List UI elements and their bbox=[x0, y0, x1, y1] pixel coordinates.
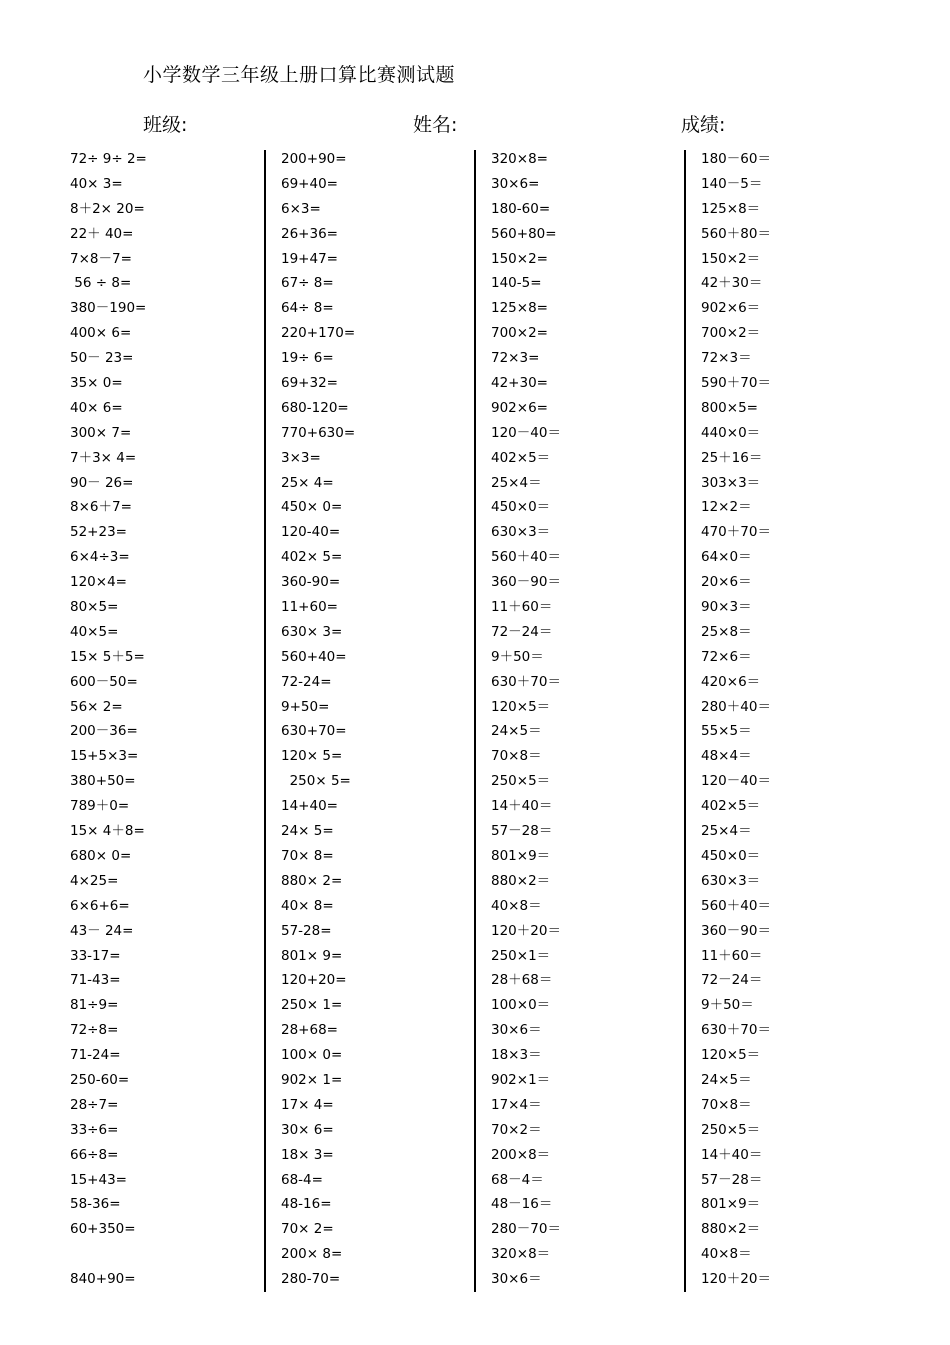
problem-item: 70×8＝ bbox=[701, 1096, 752, 1113]
problem-item: 57-28= bbox=[281, 922, 332, 939]
problem-item: 25× 4= bbox=[281, 474, 334, 491]
problem-item: 6×3= bbox=[281, 200, 321, 217]
problem-item: 450×0＝ bbox=[491, 499, 551, 516]
problem-item: 68-4= bbox=[281, 1171, 323, 1188]
problem-item: 840+90= bbox=[70, 1271, 136, 1288]
problem-item: 70× 8= bbox=[281, 847, 334, 864]
problem-item: 200+90= bbox=[281, 151, 347, 167]
problem-item: 71-43= bbox=[70, 972, 121, 989]
problem-item: 72－24＝ bbox=[491, 623, 553, 640]
page-title: 小学数学三年级上册口算比赛测试题 bbox=[143, 64, 456, 86]
problem-item: 250× 5= bbox=[281, 773, 351, 790]
problem-item: 360-90= bbox=[281, 574, 341, 591]
problem-item: 180－60＝ bbox=[701, 151, 771, 167]
problem-item: 43－ 24= bbox=[70, 922, 134, 939]
problem-item: 380+50= bbox=[70, 773, 136, 790]
problem-item: 450×0＝ bbox=[701, 847, 761, 864]
problem-item: 11＋60＝ bbox=[701, 947, 763, 964]
problem-item: 120× 5= bbox=[281, 748, 343, 765]
problem-item: 150×2＝ bbox=[701, 250, 761, 267]
problem-item: 15+43= bbox=[70, 1171, 127, 1188]
problem-item: 120－40＝ bbox=[701, 773, 771, 790]
problem-item: 48－16＝ bbox=[491, 1196, 553, 1213]
problem-item: 320×8＝ bbox=[491, 1246, 551, 1263]
problem-item: 30×6＝ bbox=[491, 1022, 542, 1039]
problem-item: 300× 7= bbox=[70, 424, 132, 441]
problem-item: 11+60= bbox=[281, 599, 338, 616]
problem-item: 19+47= bbox=[281, 250, 338, 267]
problem-item: 40×8＝ bbox=[701, 1246, 752, 1263]
problem-item: 360－90＝ bbox=[491, 574, 561, 591]
problem-item: 700×2＝ bbox=[701, 325, 761, 342]
problem-item: 50－ 23= bbox=[70, 350, 134, 367]
problem-item: 30× 6= bbox=[281, 1121, 334, 1138]
problem-item: 18×3＝ bbox=[491, 1047, 542, 1064]
problem-item: 125×8＝ bbox=[701, 200, 761, 217]
problem-item: 200× 8= bbox=[281, 1246, 343, 1263]
problem-item: 7＋3× 4= bbox=[70, 449, 137, 466]
problem-item: 680-120= bbox=[281, 399, 349, 416]
problem-item: 250×1＝ bbox=[491, 947, 551, 964]
problem-item: 28÷7= bbox=[70, 1096, 119, 1113]
problem-item: 6×6+6= bbox=[70, 897, 130, 914]
problem-item: 303×3＝ bbox=[701, 474, 761, 491]
problem-item: 33÷6= bbox=[70, 1121, 119, 1138]
problem-item: 72×6＝ bbox=[701, 648, 752, 665]
problem-item: 250×5＝ bbox=[491, 773, 551, 790]
problem-item: 60+350= bbox=[70, 1221, 136, 1238]
problem-item: 24×5＝ bbox=[491, 723, 542, 740]
problem-item: 560＋40＝ bbox=[701, 897, 771, 914]
problem-item: 72×3= bbox=[491, 350, 540, 367]
problem-item: 7×8－7= bbox=[70, 250, 132, 267]
problem-item: 560＋40＝ bbox=[491, 549, 561, 566]
problem-item: 150×2= bbox=[491, 250, 548, 267]
problem-item: 17× 4= bbox=[281, 1096, 334, 1113]
problem-item: 420×6＝ bbox=[701, 673, 761, 690]
problem-item: 35× 0= bbox=[70, 375, 123, 392]
problem-item: 70× 2= bbox=[281, 1221, 334, 1238]
problem-item: 9＋50＝ bbox=[491, 648, 544, 665]
column-divider bbox=[474, 150, 476, 1292]
problem-item: 26+36= bbox=[281, 225, 338, 242]
problem-item: 69+40= bbox=[281, 175, 338, 192]
problem-item: 72－24＝ bbox=[701, 972, 763, 989]
problem-item: 14＋40＝ bbox=[491, 798, 553, 815]
problem-item: 58-36= bbox=[70, 1196, 121, 1213]
problem-item: 42＋30＝ bbox=[701, 275, 763, 292]
problem-item: 81÷9= bbox=[70, 997, 119, 1014]
problem-item: 100×0＝ bbox=[491, 997, 551, 1014]
problem-item: 120－40＝ bbox=[491, 424, 561, 441]
problem-item: 630+70= bbox=[281, 723, 347, 740]
problem-item: 55×5＝ bbox=[701, 723, 752, 740]
problem-item: 880×2＝ bbox=[491, 872, 551, 889]
problem-item: 402× 5= bbox=[281, 549, 343, 566]
problem-item: 120×5＝ bbox=[491, 698, 551, 715]
problem-item: 15+5×3= bbox=[70, 748, 139, 765]
problem-item: 320×8= bbox=[491, 151, 548, 167]
problem-item: 25×8＝ bbox=[701, 623, 752, 640]
problem-item: 40× 8= bbox=[281, 897, 334, 914]
problem-item: 140-5= bbox=[491, 275, 542, 292]
problem-item: 560＋80＝ bbox=[701, 225, 771, 242]
problem-item: 52+23= bbox=[70, 524, 127, 541]
problem-item: 19÷ 6= bbox=[281, 350, 334, 367]
problem-item: 200－36= bbox=[70, 723, 138, 740]
problem-item: 380－190= bbox=[70, 300, 147, 317]
problem-item: 80×5= bbox=[70, 599, 119, 616]
problem-item: 680× 0= bbox=[70, 847, 132, 864]
problem-item: 4×25= bbox=[70, 872, 119, 889]
problem-item: 125×8= bbox=[491, 300, 548, 317]
problem-item: 72÷ 9÷ 2= bbox=[70, 151, 147, 167]
problem-item: 3×3= bbox=[281, 449, 321, 466]
problem-item: 402×5＝ bbox=[491, 449, 551, 466]
problem-item: 72×3＝ bbox=[701, 350, 752, 367]
score-label: 成绩: bbox=[681, 114, 726, 136]
problem-column-4 bbox=[701, 147, 771, 1292]
problem-item: 440×0＝ bbox=[701, 424, 761, 441]
problem-item: 25×4＝ bbox=[491, 474, 542, 491]
problem-item: 30×6＝ bbox=[491, 1271, 542, 1288]
problem-item: 90×3＝ bbox=[701, 599, 752, 616]
problem-item: 360－90＝ bbox=[701, 922, 771, 939]
problem-item: 100× 0= bbox=[281, 1047, 343, 1064]
problem-item: 22＋ 40= bbox=[70, 225, 134, 242]
problem-item: 12×2＝ bbox=[701, 499, 752, 516]
problem-item: 250-60= bbox=[70, 1071, 130, 1088]
problem-item: 120×4= bbox=[70, 574, 127, 591]
problem-item: 250× 1= bbox=[281, 997, 343, 1014]
problem-item: 560+40= bbox=[281, 648, 347, 665]
problem-item: 14＋40＝ bbox=[701, 1146, 763, 1163]
problem-item: 72-24= bbox=[281, 673, 332, 690]
problem-item: 560+80= bbox=[491, 225, 557, 242]
problem-item: 48-16= bbox=[281, 1196, 332, 1213]
problem-item: 400× 6= bbox=[70, 325, 132, 342]
problem-item: 28+68= bbox=[281, 1022, 338, 1039]
name-label: 姓名: bbox=[413, 114, 458, 136]
problem-item: 11＋60＝ bbox=[491, 599, 553, 616]
problem-item: 40× 6= bbox=[70, 399, 123, 416]
problem-item: 70×8＝ bbox=[491, 748, 542, 765]
problem-item: 200×8＝ bbox=[491, 1146, 551, 1163]
problem-item: 590＋70＝ bbox=[701, 375, 771, 392]
problem-item: 56 ÷ 8= bbox=[70, 275, 132, 292]
problem-item: 40×8＝ bbox=[491, 897, 542, 914]
problem-item: 40× 3= bbox=[70, 175, 123, 192]
problem-item: 70×2＝ bbox=[491, 1121, 542, 1138]
problem-item: 789＋0= bbox=[70, 798, 130, 815]
problem-item: 880×2＝ bbox=[701, 1221, 761, 1238]
problem-item: 630＋70＝ bbox=[701, 1022, 771, 1039]
problem-item: 250×5＝ bbox=[701, 1121, 761, 1138]
problem-item: 120＋20＝ bbox=[701, 1271, 771, 1288]
problem-item: 30×6= bbox=[491, 175, 540, 192]
problem-item: 630× 3= bbox=[281, 623, 343, 640]
problem-item: 402×5＝ bbox=[701, 798, 761, 815]
problem-item: 120×5＝ bbox=[701, 1047, 761, 1064]
problem-column-1 bbox=[70, 147, 147, 1292]
problem-item: 24×5＝ bbox=[701, 1071, 752, 1088]
problem-item: 6×4÷3= bbox=[70, 549, 130, 566]
problem-item: 770+630= bbox=[281, 424, 356, 441]
problem-item: 630＋70＝ bbox=[491, 673, 561, 690]
problem-item: 67÷ 8= bbox=[281, 275, 334, 292]
problem-item: 25×4＝ bbox=[701, 823, 752, 840]
problem-item: 630×3＝ bbox=[701, 872, 761, 889]
problem-item: 20×6＝ bbox=[701, 574, 752, 591]
problem-item: 280－70＝ bbox=[491, 1221, 561, 1238]
class-label: 班级: bbox=[143, 114, 188, 136]
problem-item: 40×5= bbox=[70, 623, 119, 640]
problem-item: 630×3＝ bbox=[491, 524, 551, 541]
problem-item: 8×6＋7= bbox=[70, 499, 132, 516]
problem-item: 700×2= bbox=[491, 325, 548, 342]
problem-item: 8＋2× 20= bbox=[70, 200, 145, 217]
problem-item: 68－4＝ bbox=[491, 1171, 544, 1188]
problem-item: 801× 9= bbox=[281, 947, 343, 964]
column-divider bbox=[264, 150, 266, 1292]
problem-item: 120-40= bbox=[281, 524, 341, 541]
problem-item: 180-60= bbox=[491, 200, 551, 217]
problem-item: 72÷8= bbox=[70, 1022, 119, 1039]
problem-item: 15× 5＋5= bbox=[70, 648, 145, 665]
problem-item: 64÷ 8= bbox=[281, 300, 334, 317]
problem-item: 17×4＝ bbox=[491, 1096, 542, 1113]
problem-item: 18× 3= bbox=[281, 1146, 334, 1163]
problem-item: 800×5= bbox=[701, 399, 758, 416]
problem-item: 902×6＝ bbox=[701, 300, 761, 317]
problem-item: 902×6= bbox=[491, 399, 548, 416]
problem-item: 450× 0= bbox=[281, 499, 343, 516]
problem-item: 57－28＝ bbox=[491, 823, 553, 840]
problem-item: 24× 5= bbox=[281, 823, 334, 840]
problem-item: 42+30= bbox=[491, 375, 548, 392]
problem-item: 48×4＝ bbox=[701, 748, 752, 765]
problem-item: 120+20= bbox=[281, 972, 347, 989]
problem-item: 57－28＝ bbox=[701, 1171, 763, 1188]
problem-item: 14+40= bbox=[281, 798, 338, 815]
problem-item: 880× 2= bbox=[281, 872, 343, 889]
problem-item: 90－ 26= bbox=[70, 474, 134, 491]
problem-column-3 bbox=[491, 147, 561, 1292]
problem-item: 9+50= bbox=[281, 698, 330, 715]
problem-item: 140－5＝ bbox=[701, 175, 763, 192]
problem-item: 71-24= bbox=[70, 1047, 121, 1064]
problem-column-2 bbox=[281, 147, 355, 1292]
problem-item: 15× 4＋8= bbox=[70, 823, 145, 840]
problem-item: 120＋20＝ bbox=[491, 922, 561, 939]
problem-item: 801×9＝ bbox=[491, 847, 551, 864]
problem-item: 66÷8= bbox=[70, 1146, 119, 1163]
problem-item: 902×1＝ bbox=[491, 1071, 551, 1088]
problem-item: 56× 2= bbox=[70, 698, 123, 715]
problem-item: 9＋50＝ bbox=[701, 997, 754, 1014]
problem-item: 902× 1= bbox=[281, 1071, 343, 1088]
problem-item: 220+170= bbox=[281, 325, 356, 342]
problem-item: 28＋68＝ bbox=[491, 972, 553, 989]
problem-item: 801×9＝ bbox=[701, 1196, 761, 1213]
problem-item: 25＋16＝ bbox=[701, 449, 763, 466]
problem-item bbox=[70, 1242, 147, 1267]
problem-item: 600－50= bbox=[70, 673, 138, 690]
problem-item: 64×0＝ bbox=[701, 549, 752, 566]
problem-item: 280-70= bbox=[281, 1271, 341, 1288]
column-divider bbox=[684, 150, 686, 1292]
problem-item: 280＋40＝ bbox=[701, 698, 771, 715]
problem-item: 69+32= bbox=[281, 375, 338, 392]
problem-item: 33-17= bbox=[70, 947, 121, 964]
problem-item: 470＋70＝ bbox=[701, 524, 771, 541]
